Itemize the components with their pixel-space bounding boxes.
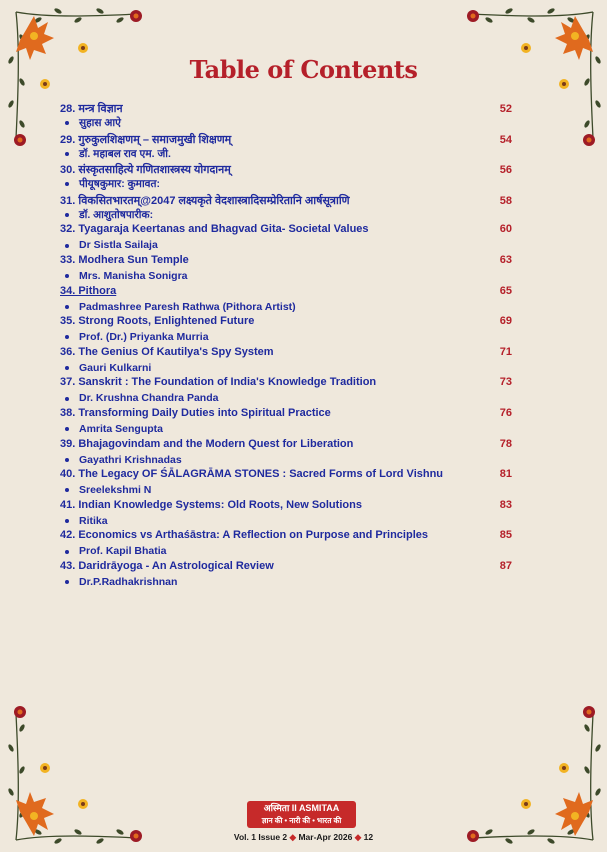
- toc-entry[interactable]: [60, 529, 515, 560]
- toc-entry[interactable]: [60, 407, 515, 438]
- toc-entry-row: [60, 193, 515, 208]
- magazine-logo-badge: [247, 801, 356, 828]
- bullet-icon: [65, 519, 69, 523]
- toc-entry-page: 65: [499, 284, 512, 297]
- toc-entry[interactable]: [60, 376, 515, 407]
- toc-entry-row: [60, 560, 515, 575]
- bullet-icon: [65, 397, 69, 401]
- toc-entry-author-name: Ritika: [79, 514, 108, 527]
- toc-entry-page: 78: [499, 437, 512, 450]
- toc-entry-page: 58: [499, 194, 512, 207]
- toc-entry-row: [60, 529, 515, 544]
- toc-entry-author: [60, 238, 515, 253]
- bullet-icon: [65, 305, 69, 309]
- bullet-icon: [65, 121, 69, 125]
- toc-entry[interactable]: [60, 438, 515, 469]
- bullet-icon: [65, 550, 69, 554]
- toc-entry-author: [60, 544, 515, 559]
- toc-entry-author: [60, 208, 515, 223]
- toc-entry-title[interactable]: 40. The Legacy OF ŚĀLAGRĀMA STONES : Sacred Forms of Lord Vishnu: [60, 468, 444, 481]
- toc-entry-author-name: Padmashree Paresh Rathwa (Pithora Artist): [79, 300, 296, 313]
- floral-corner-icon: [461, 704, 601, 844]
- toc-entry[interactable]: [60, 162, 515, 193]
- toc-entry-author: [60, 300, 515, 315]
- toc-entry-row: [60, 101, 515, 116]
- bullet-icon: [65, 244, 69, 248]
- toc-entry[interactable]: [60, 193, 515, 224]
- toc-entry-title[interactable]: 37. Sanskrit : The Foundation of India's Knowledge Tradition: [60, 376, 377, 389]
- toc-entry-page: 81: [499, 468, 512, 481]
- toc-entry-author-name: Gauri Kulkarni: [79, 361, 152, 374]
- toc-entry-title[interactable]: 43. Daridrāyoga - An Astrological Review: [60, 559, 274, 572]
- toc-entry-row: [60, 346, 515, 361]
- toc-entry[interactable]: [60, 560, 515, 591]
- toc-entry[interactable]: [60, 499, 515, 530]
- footer-volume: Vol. 1 Issue 2: [233, 832, 288, 842]
- bullet-icon: [65, 274, 69, 278]
- toc-entry-author-name: Prof. Kapil Bhatia: [79, 545, 167, 558]
- toc-entry-row: [60, 285, 515, 300]
- toc-entry[interactable]: [60, 132, 515, 163]
- toc-entry[interactable]: [60, 223, 515, 254]
- toc-entry-row: [60, 438, 515, 453]
- table-of-contents: [60, 101, 515, 591]
- toc-entry-author: [60, 361, 515, 376]
- toc-entry-title[interactable]: 31. विकसितभारतम्@2047 लक्ष्यकृते वेदशास्त्रादिसम्प्रेरितानि आर्षसूत्राणि: [60, 194, 350, 207]
- toc-entry-author-name: Dr Sistla Sailaja: [79, 239, 158, 252]
- toc-entry-page: 54: [499, 133, 512, 146]
- toc-entry-row: [60, 162, 515, 177]
- diamond-separator-icon: ◆: [289, 832, 297, 842]
- toc-entry-title[interactable]: 41. Indian Knowledge Systems: Old Roots, New Solutions: [60, 498, 362, 511]
- toc-entry-author-name: डॉ. आशुतोषपारीक:: [79, 208, 154, 221]
- toc-entry-row: [60, 407, 515, 422]
- toc-entry-row: [60, 499, 515, 514]
- toc-entry-author: [60, 147, 515, 162]
- toc-entry[interactable]: [60, 254, 515, 285]
- toc-entry-row: [60, 315, 515, 330]
- toc-entry-author-name: सुहास आऐ: [79, 117, 121, 129]
- bullet-icon: [65, 182, 69, 186]
- toc-entry-author-name: डॉ. महाबल राव एम. जी.: [79, 147, 171, 160]
- toc-entry-author: [60, 483, 515, 498]
- bullet-icon: [65, 580, 69, 584]
- toc-entry-title[interactable]: 32. Tyagaraja Keertanas and Bhagvad Gita- Societal Values: [60, 223, 369, 236]
- footer-page-number: 12: [363, 832, 374, 842]
- toc-entry-row: [60, 223, 515, 238]
- toc-entry-author-name: Amrita Sengupta: [79, 422, 164, 435]
- toc-entry-title[interactable]: 36. The Genius Of Kautilya's Spy System: [60, 345, 274, 358]
- toc-entry-row: [60, 254, 515, 269]
- footer-issue-date: Mar-Apr 2026: [298, 832, 353, 842]
- diamond-separator-icon: ◆: [354, 832, 362, 842]
- toc-entry-author-name: Gayathri Krishnadas: [79, 453, 182, 466]
- toc-entry-author-name: Mrs. Manisha Sonigra: [79, 269, 188, 282]
- bullet-icon: [65, 335, 69, 339]
- toc-entry-author: [60, 330, 515, 345]
- bullet-icon: [65, 458, 69, 462]
- bullet-icon: [65, 488, 69, 492]
- toc-entry-title[interactable]: 29. गुरुकुलशिक्षणम् – समाजमुखी शिक्षणम्: [60, 133, 232, 146]
- toc-entry-page: 71: [499, 345, 512, 358]
- badge-title: अस्मिता II ASMITAA: [263, 803, 340, 813]
- toc-entry[interactable]: [60, 315, 515, 346]
- toc-entry-page: 63: [499, 253, 512, 266]
- toc-entry-author: [60, 514, 515, 529]
- badge-tagline: ज्ञान की • नारी की • भारत की: [261, 816, 342, 825]
- toc-entry[interactable]: [60, 101, 515, 132]
- bullet-icon: [65, 213, 69, 217]
- bullet-icon: [65, 152, 69, 156]
- toc-entry-author-name: Sreelekshmi N: [79, 484, 152, 497]
- toc-entry-author: [60, 422, 515, 437]
- toc-entry-title[interactable]: 34. Pithora: [60, 284, 117, 297]
- toc-entry-author: [60, 575, 515, 590]
- toc-entry[interactable]: [60, 468, 515, 499]
- toc-entry-author: [60, 269, 515, 284]
- toc-entry-author: [60, 391, 515, 406]
- toc-entry-author-name: Prof. (Dr.) Priyanka Murria: [79, 331, 209, 344]
- toc-entry-row: [60, 132, 515, 147]
- toc-entry-row: [60, 376, 515, 391]
- floral-corner-icon: [8, 704, 148, 844]
- toc-entry-page: 73: [499, 376, 512, 389]
- toc-entry-page: 52: [499, 103, 512, 115]
- page-title: Table of Contents: [189, 55, 418, 84]
- toc-entry-author: [60, 453, 515, 468]
- toc-entry-title[interactable]: 33. Modhera Sun Temple: [60, 253, 189, 266]
- toc-entry-page: 83: [499, 498, 512, 511]
- toc-entry-page: 87: [499, 559, 512, 572]
- toc-entry-author-name: पीयूषकुमार: कुमावत:: [79, 178, 160, 191]
- toc-entry-row: [60, 468, 515, 483]
- toc-entry[interactable]: [60, 346, 515, 377]
- toc-entry-title[interactable]: 28. मन्त्र विज्ञान: [60, 103, 123, 115]
- toc-entry-title[interactable]: 42. Economics vs Arthaśāstra: A Reflection on Purpose and Principles: [60, 529, 428, 542]
- toc-entry-page: 69: [499, 315, 512, 328]
- toc-entry-title[interactable]: 35. Strong Roots, Enlightened Future: [60, 315, 255, 328]
- toc-entry-page: 76: [499, 406, 512, 419]
- toc-entry-page: 56: [499, 164, 512, 177]
- bullet-icon: [65, 427, 69, 431]
- toc-entry[interactable]: [60, 285, 515, 316]
- toc-entry-author-name: Dr. Krushna Chandra Panda: [79, 392, 219, 405]
- toc-entry-title[interactable]: 38. Transforming Daily Duties into Spiritual Practice: [60, 406, 331, 419]
- bullet-icon: [65, 366, 69, 370]
- toc-entry-title[interactable]: 39. Bhajagovindam and the Modern Quest for Liberation: [60, 437, 354, 450]
- toc-entry-page: 85: [499, 529, 512, 542]
- toc-entry-author: [60, 177, 515, 192]
- toc-entry-title[interactable]: 30. संस्कृतसाहित्ये गणितशास्त्रस्य योगदानम्: [60, 164, 231, 177]
- toc-entry-author-name: Dr.P.Radhakrishnan: [79, 575, 178, 588]
- page-footer: [0, 832, 607, 843]
- toc-entry-page: 60: [499, 223, 512, 236]
- toc-entry-author: [60, 116, 515, 131]
